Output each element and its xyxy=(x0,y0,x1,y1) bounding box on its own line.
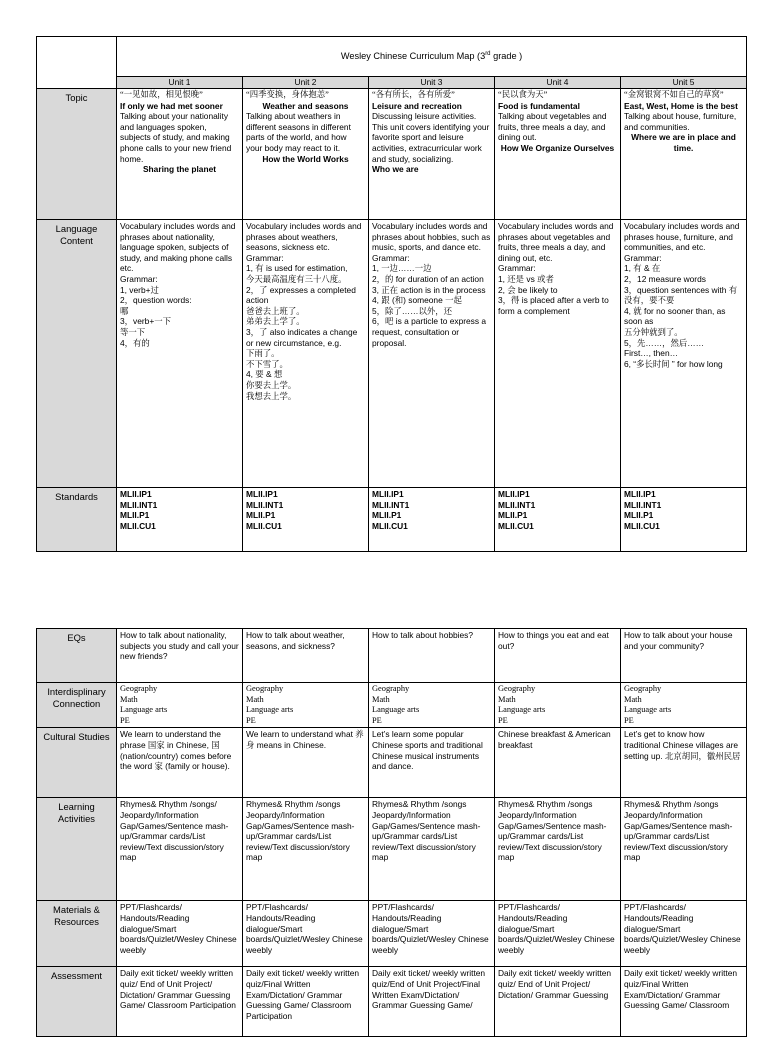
cell-line: Vocabulary includes words and phrases about nationality, language spoken, subjects of study, and making phone calls etc. xyxy=(120,221,236,274)
unit-header: Unit 4 xyxy=(495,77,621,89)
eq-cell: How to talk about weather, seasons, and sickness? xyxy=(243,629,369,683)
cell-line: Math xyxy=(498,694,516,704)
row-label-cultural-studies: Cultural Studies xyxy=(37,728,117,798)
cell-line: 3，verb+一下 xyxy=(120,316,171,327)
cell-line: Geography xyxy=(624,684,662,693)
cell-line: 2, 会 be likely to xyxy=(498,284,558,295)
language-content-cell xyxy=(117,220,243,488)
cell-line: 1, 还是 vs 或者 xyxy=(498,273,554,284)
cell-line: 2，的 for duration of an action xyxy=(372,273,484,284)
cell-line: MLII.P1 xyxy=(372,510,402,521)
interdisciplinary-cell xyxy=(621,683,747,728)
cell-line: First…, then… xyxy=(624,348,678,359)
standards-cell xyxy=(369,488,495,552)
cell-line: MLII.CU1 xyxy=(372,520,408,531)
topic-cell xyxy=(117,89,243,220)
cell-line: Language arts xyxy=(246,705,294,715)
cell-line: Math xyxy=(246,694,264,704)
cell-line: Vocabulary includes words and phrases house, furniture, and communities, and etc. xyxy=(624,221,740,253)
cell-line: 6, “多长时间 ” for how long xyxy=(624,358,723,369)
cell-line: 下雨了。 xyxy=(246,348,280,359)
curriculum-map-table-1 xyxy=(36,36,747,552)
cell-line: 2，12 measure words xyxy=(624,273,706,284)
eq-cell: How to talk about your house and your community? xyxy=(621,629,747,683)
row-label-learning-activities: Learning Activities xyxy=(37,798,117,901)
cell-line: Grammar: xyxy=(498,263,536,274)
cell-line: Geography xyxy=(498,684,536,693)
cell-line: MLII.IP1 xyxy=(246,489,278,499)
topic-chinese: “民以食为天” xyxy=(498,90,548,99)
cell-line: 2，question words: xyxy=(120,295,192,306)
cultural-cell: We learn to understand the phrase 国家 in Chinese, 国 (nation/country) comes before the word 家 (family or house). xyxy=(117,728,243,798)
learning-activities-cell: Rhymes& Rhythm /songs Jeopardy/Information Gap/Games/Sentence mash-up/Grammar cards/List review/Text discussion/story map xyxy=(243,798,369,901)
cell-line: 哪 xyxy=(120,305,129,316)
cell-line: MLII.INT1 xyxy=(246,499,284,510)
standards-cell xyxy=(243,488,369,552)
topic-cell xyxy=(621,89,747,220)
cell-line: Math xyxy=(372,694,390,704)
cell-line: Language arts xyxy=(624,705,672,715)
cell-line: MLII.P1 xyxy=(498,510,528,521)
cell-line: PE xyxy=(624,715,634,725)
cell-line: MLII.INT1 xyxy=(498,499,536,510)
standards-cell xyxy=(495,488,621,552)
topic-description: Talking about your nationality and languages spoken, subjects of study, and making phone calls to your new friend home. xyxy=(120,111,232,164)
materials-cell: PPT/Flashcards/ Handouts/Reading dialogue/Smart boards/Quizlet/Wesley Chinese weebly xyxy=(117,901,243,967)
topic-chinese: “各有所长，各有所爱” xyxy=(372,90,455,99)
cell-line: Geography xyxy=(120,684,158,693)
assessment-cell: Daily exit ticket/ weekly written quiz/Final Written Exam/Dictation/ Grammar Guessing Game/ Classroom Participation xyxy=(243,967,369,1037)
cell-line: PE xyxy=(120,715,130,725)
cell-line: MLII.P1 xyxy=(246,510,276,521)
materials-cell: PPT/Flashcards/ Handouts/Reading dialogue/Smart boards/Quizlet/Wesley Chinese weebly xyxy=(621,901,747,967)
topic-theme: Who we are xyxy=(372,164,419,175)
cell-line: Language arts xyxy=(120,705,168,715)
cell-line: 不下雪了。 xyxy=(246,358,288,369)
cell-line: Grammar: xyxy=(120,273,158,284)
materials-cell: PPT/Flashcards/ Handouts/Reading dialogue/Smart boards/Quizlet/Wesley Chinese weebly xyxy=(243,901,369,967)
unit-header: Unit 3 xyxy=(369,77,495,89)
cell-line: 1, 一边……一边 xyxy=(372,263,432,274)
cell-line: MLII.P1 xyxy=(120,510,150,521)
cell-line: 你要去上学。 xyxy=(246,379,297,390)
cell-line: Language arts xyxy=(498,705,546,715)
cell-line: MLII.CU1 xyxy=(624,520,660,531)
language-content-cell xyxy=(369,220,495,488)
cell-line: MLII.INT1 xyxy=(120,499,158,510)
interdisciplinary-cell xyxy=(117,683,243,728)
corner-cell xyxy=(37,37,117,89)
interdisciplinary-cell xyxy=(369,683,495,728)
topic-chinese: “四季变换，身体抱恙” xyxy=(246,90,329,99)
cell-line: MLII.IP1 xyxy=(120,489,152,499)
language-content-cell xyxy=(621,220,747,488)
assessment-cell: Daily exit ticket/ weekly written quiz/ End of Unit Project/ Dictation/ Grammar Guessing xyxy=(495,967,621,1037)
unit-header: Unit 5 xyxy=(621,77,747,89)
row-label-assessment: Assessment xyxy=(37,967,117,1037)
row-label-standards: Standards xyxy=(37,488,117,552)
interdisciplinary-cell xyxy=(495,683,621,728)
materials-cell: PPT/Flashcards/ Handouts/Reading dialogue/Smart boards/Quizlet/Wesley Chinese weebly xyxy=(495,901,621,967)
learning-activities-cell: Rhymes& Rhythm /songs Jeopardy/Information Gap/Games/Sentence mash-up/Grammar cards/List review/Text discussion/story map xyxy=(369,798,495,901)
interdisciplinary-cell xyxy=(243,683,369,728)
topic-theme: Where we are in place and time. xyxy=(631,132,736,153)
cultural-cell: Let’s learn some popular Chinese sports and traditional Chinese musical instruments and dance. xyxy=(369,728,495,798)
curriculum-map-table-2 xyxy=(36,628,747,1037)
cultural-cell: We learn to understand what 养身 means in Chinese. xyxy=(243,728,369,798)
language-content-cell xyxy=(495,220,621,488)
cell-line: MLII.INT1 xyxy=(624,499,662,510)
cell-line: MLII.CU1 xyxy=(498,520,534,531)
cell-line: MLII.P1 xyxy=(624,510,654,521)
eq-cell: How to talk about hobbies? xyxy=(369,629,495,683)
cell-line: 1, 有 is used for estimation, xyxy=(246,263,348,274)
topic-chinese: “金窝银窝不如自己的草窝” xyxy=(624,90,724,99)
cell-line: Math xyxy=(120,694,138,704)
cell-line: Grammar: xyxy=(246,252,284,263)
cell-line: Geography xyxy=(246,684,284,693)
topic-theme: How the World Works xyxy=(262,153,349,164)
cell-line: 3, 正在 action is in the process xyxy=(372,284,486,295)
assessment-cell: Daily exit ticket/ weekly written quiz/Final Written Exam/Dictation/ Grammar Guessing Game/ Classroom xyxy=(621,967,747,1037)
cell-line: Geography xyxy=(372,684,410,693)
cell-line: 2，了 expresses a completed action xyxy=(246,284,356,306)
cell-line: MLII.INT1 xyxy=(372,499,410,510)
cell-line: 4, 跟 (和) someone 一起 xyxy=(372,295,462,306)
topic-description: Talking about vegetables and fruits, three meals a day, and dining out. xyxy=(498,111,607,143)
topic-title: Food is fundamental xyxy=(498,100,580,111)
cell-line: 五分钟就到了。 xyxy=(624,326,683,337)
assessment-cell: Daily exit ticket/ weekly written quiz/End of Unit Project/Final Written Exam/Dictation/ Grammar Guessing Game/ xyxy=(369,967,495,1037)
cell-line: 5，除了……以外，还 xyxy=(372,305,453,316)
cell-line: 4，有的 xyxy=(120,337,150,348)
topic-title: East, West, Home is the best xyxy=(624,100,738,111)
cell-line: Grammar: xyxy=(624,252,662,263)
cell-line: 5，先……，然后…… xyxy=(624,337,705,348)
cell-line: Vocabulary includes words and phrases about weathers, seasons, sickness etc. xyxy=(246,221,362,253)
topic-title: Leisure and recreation xyxy=(372,100,462,111)
topic-cell xyxy=(369,89,495,220)
unit-header: Unit 1 xyxy=(117,77,243,89)
cell-line: Language arts xyxy=(372,705,420,715)
standards-cell xyxy=(621,488,747,552)
cell-line: 6，吧 is a particle to express a request, consultation or proposal. xyxy=(372,316,487,348)
cell-line: PE xyxy=(498,715,508,725)
cell-line: Grammar: xyxy=(372,252,410,263)
cell-line: 4, 要 & 想 xyxy=(246,369,283,380)
standards-cell xyxy=(117,488,243,552)
cell-line: MLII.IP1 xyxy=(498,489,530,499)
cell-line: 我想去上学。 xyxy=(246,390,297,401)
cell-line: 4, 就 for no sooner than, as soon as xyxy=(624,305,726,327)
cell-line: Vocabulary includes words and phrases about vegetables and fruits, three meals a day, and dining out, etc. xyxy=(498,221,614,263)
unit-header: Unit 2 xyxy=(243,77,369,89)
row-label-eqs: EQs xyxy=(37,629,117,683)
materials-cell: PPT/Flashcards/ Handouts/Reading dialogue/Smart boards/Quizlet/Wesley Chinese weebly xyxy=(369,901,495,967)
topic-cell xyxy=(495,89,621,220)
topic-description: Discussing leisure activities. This unit covers identifying your favorite sport and leisure activities, extracurricular work and study, socializing. xyxy=(372,111,490,164)
cell-line: 弟弟去上学了。 xyxy=(246,316,305,327)
topic-description: Talking about weathers in different seasons in different parts of the world, and how your body may react to it. xyxy=(246,111,351,153)
topic-title: Weather and seasons xyxy=(262,100,349,111)
row-label-materials: Materials & Resources xyxy=(37,901,117,967)
cell-line: MLII.CU1 xyxy=(120,520,156,531)
topic-description: Talking about house, furniture, and communities. xyxy=(624,111,737,132)
cell-line: MLII.IP1 xyxy=(372,489,404,499)
learning-activities-cell: Rhymes& Rhythm /songs Jeopardy/Information Gap/Games/Sentence mash-up/Grammar cards/List review/Text discussion/story map xyxy=(495,798,621,901)
topic-title: If only we had met sooner xyxy=(120,100,223,111)
cell-line: 3，question sentences with 有没有，要不要 xyxy=(624,284,738,306)
cell-line: PE xyxy=(372,715,382,725)
cell-line: 3，得 is placed after a verb to form a complement xyxy=(498,295,609,316)
cell-line: 爸爸去上班了。 xyxy=(246,305,305,316)
cultural-cell: Let’s get to know how traditional Chinese villages are setting up. 北京胡同，徽州民居 xyxy=(621,728,747,798)
cell-line: Vocabulary includes words and phrases about hobbies, such as music, sports, and dance etc. xyxy=(372,221,491,253)
cell-line: Math xyxy=(624,694,642,704)
topic-chinese: “一见如故，相见恨晚” xyxy=(120,90,203,99)
eq-cell: How to talk about nationality, subjects you study and call your new friends? xyxy=(117,629,243,683)
assessment-cell: Daily exit ticket/ weekly written quiz/ End of Unit Project/ Dictation/ Grammar Guessing Game/ Classroom Participation xyxy=(117,967,243,1037)
eq-cell: How to things you eat and eat out? xyxy=(495,629,621,683)
cell-line: 等一下 xyxy=(120,326,146,337)
cultural-cell: Chinese breakfast & American breakfast xyxy=(495,728,621,798)
learning-activities-cell: Rhymes& Rhythm /songs Jeopardy/Information Gap/Games/Sentence mash-up/Grammar cards/List review/Text discussion/story map xyxy=(621,798,747,901)
learning-activities-cell: Rhymes& Rhythm /songs/ Jeopardy/Information Gap/Games/Sentence mash-up/Grammar cards/List review/Text discussion/story map xyxy=(117,798,243,901)
cell-line: 今天最高温度有三十八度。 xyxy=(246,273,347,284)
cell-line: 3，了 also indicates a change or new circumstance, e.g. xyxy=(246,326,358,348)
cell-line: MLII.IP1 xyxy=(624,489,656,499)
cell-line: PE xyxy=(246,715,256,725)
page-title: Wesley Chinese Curriculum Map (3rd grade ) xyxy=(117,37,747,77)
topic-cell xyxy=(243,89,369,220)
cell-line: 1, 有 & 在 xyxy=(624,263,661,274)
topic-theme: How We Organize Ourselves xyxy=(500,142,615,153)
row-label-topic: Topic xyxy=(37,89,117,220)
topic-theme: Sharing the planet xyxy=(142,164,217,175)
cell-line: 1, verb+过 xyxy=(120,284,159,295)
cell-line: MLII.CU1 xyxy=(246,520,282,531)
row-label-interdisciplinary: Interdisplinary Connection xyxy=(37,683,117,728)
row-label-language-content: Language Content xyxy=(37,220,117,488)
language-content-cell xyxy=(243,220,369,488)
